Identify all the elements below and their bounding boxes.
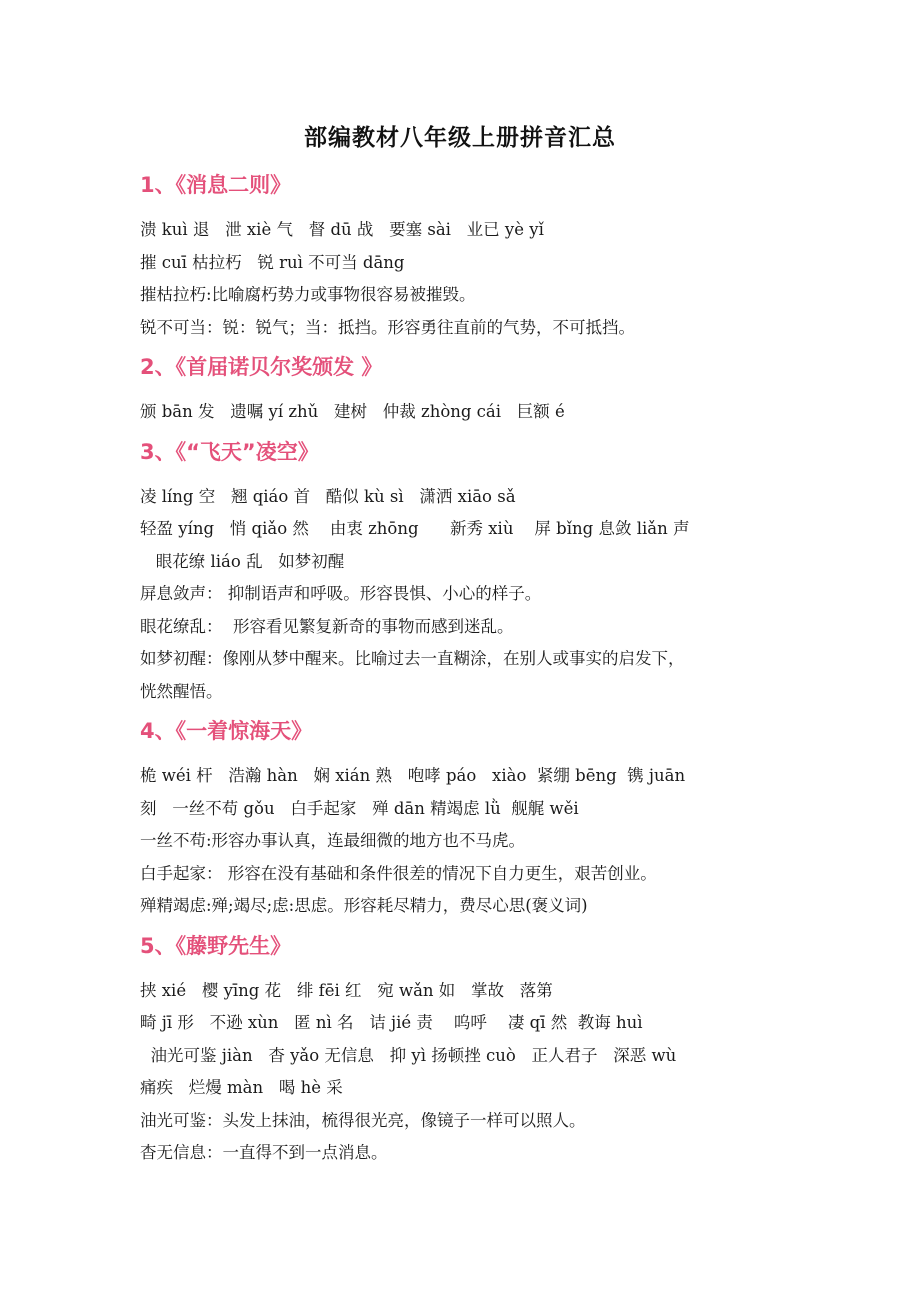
text-line: 恍然醒悟。: [140, 681, 223, 701]
section-4: [140, 716, 790, 923]
text-line: 眼花缭 liáo 乱 如梦初醒: [140, 551, 345, 571]
text-line: 轻盈 yíng 悄 qiǎo 然 由衷 zhōng 新秀 xiù 屏 bǐng 息敛 liǎn 声: [140, 519, 690, 538]
text-line: 屏息敛声： 抑制语声和呼吸。形容畏惧、小心的样子。: [140, 584, 542, 603]
text-line: 如梦初醒：像刚从梦中醒来。比喻过去一直糊涂，在别人或事实的启发下，: [140, 649, 685, 668]
text-line: 摧 cuī 枯拉朽 锐 ruì 不可当 dāng: [140, 252, 405, 272]
text-line: 油光可鉴：头发上抹油，梳得很光亮，像镜子一样可以照人。: [140, 1110, 586, 1130]
text-line: 白手起家： 形容在没有基础和条件很差的情况下自力更生，艰苦创业。: [140, 863, 657, 883]
text-line: 摧枯拉朽:比喻腐朽势力或事物很容易被摧毁。: [140, 285, 476, 304]
section-heading: 4、《一着惊海天》: [140, 719, 313, 743]
text-line: 眼花缭乱： 形容看见繁复新奇的事物而感到迷乱。: [140, 616, 514, 636]
text-line: 锐不可当：锐：锐气；当：抵挡。形容勇往直前的气势，不可抵挡。: [140, 317, 635, 337]
text-line: 溃 kuì 退 泄 xiè 气 督 dū 战 要塞 sài 业已 yè yǐ: [140, 220, 544, 239]
text-line: 挟 xié 樱 yīng 花 绯 fēi 红 宛 wǎn 如 掌故 落第: [140, 980, 553, 1000]
section-heading: 3、《“飞天”凌空》: [140, 439, 319, 464]
section-2: [140, 352, 790, 429]
text-line: 凌 líng 空 翘 qiáo 首 酷似 kù sì 潇洒 xiāo sǎ: [140, 486, 516, 506]
text-line: 桅 wéi 杆 浩瀚 hàn 娴 xián 熟 咆哮 páo xiào 紧绷 bēng 镌 juān: [140, 766, 686, 785]
section-3: [140, 437, 790, 709]
text-line: 杳无信息：一直得不到一点消息。: [140, 1143, 388, 1162]
section-1: [140, 170, 790, 344]
section-heading: 1、《消息二则》: [140, 173, 292, 197]
section-heading: 5、《藤野先生》: [140, 933, 292, 958]
section-5: [140, 931, 790, 1170]
text-line: 一丝不苟:形容办事认真，连最细微的地方也不马虎。: [140, 831, 526, 850]
text-line: 颁 bān 发 遗嘱 yí zhǔ 建树 仲裁 zhòng cái 巨额 é: [140, 402, 565, 421]
text-line: 畸 jī 形 不逊 xùn 匿 nì 名 诘 jié 责 呜呼 凄 qī 然 教诲 huì: [140, 1013, 643, 1032]
section-heading: 2、《首届诺贝尔奖颁发 》: [140, 355, 383, 379]
text-line: 油光可鉴 jiàn 杳 yǎo 无信息 抑 yì 扬顿挫 cuò 正人君子 深恶 wù: [140, 1045, 677, 1065]
text-line: 刻 一丝不苟 gǒu 白手起家 殚 dān 精竭虑 lǜ 舰艉 wěi: [140, 798, 579, 818]
document-body: [140, 170, 790, 1174]
text-line: 痛疾 烂熳 màn 喝 hè 采: [140, 1078, 343, 1097]
document-title: 部编教材八年级上册拼音汇总: [304, 124, 616, 151]
text-line: 殚精竭虑:殚;竭尽;虑:思虑。形容耗尽精力，费尽心思(褒义词): [140, 896, 588, 915]
